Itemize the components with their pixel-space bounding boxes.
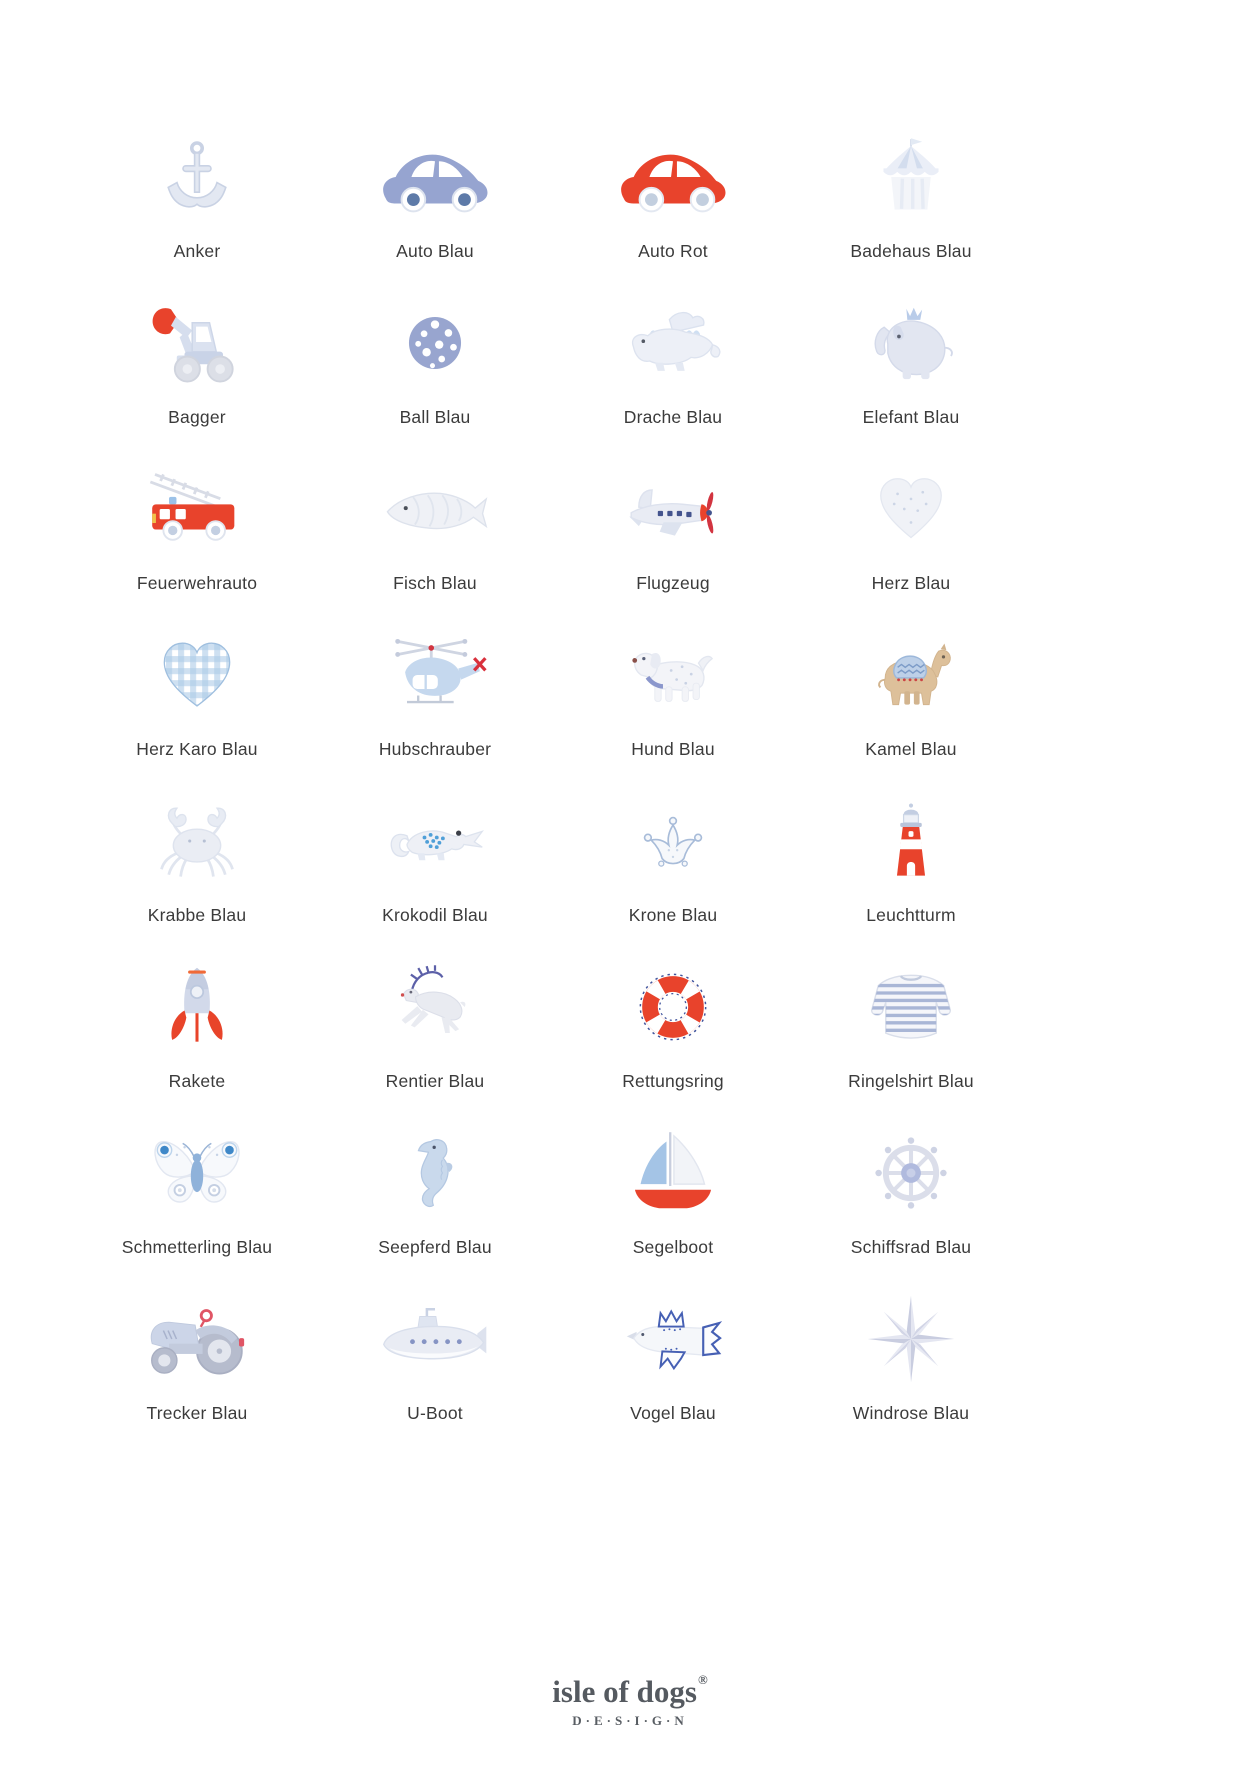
polkadot-ball-icon (316, 278, 554, 409)
motif-cell (78, 444, 316, 610)
motif-cell (792, 610, 1030, 776)
motif-cell (554, 444, 792, 610)
brand-footer (0, 1672, 1260, 1729)
motif-cell (554, 776, 792, 942)
dragon-icon (554, 278, 792, 409)
motif-cell (78, 776, 316, 942)
motif-label: Auto Blau (396, 240, 474, 261)
heart-icon (792, 444, 1030, 575)
motif-label: Flugzeug (636, 572, 710, 593)
motif-label: Windrose Blau (852, 1402, 970, 1423)
motif-label: Krone Blau (628, 904, 718, 925)
motif-label: Anker (173, 240, 221, 261)
tractor-icon (78, 1274, 316, 1405)
motif-label: Leuchtturm (866, 904, 956, 925)
crown-icon (554, 776, 792, 907)
motif-label: Segelboot (632, 1236, 714, 1257)
car-red-icon (554, 112, 792, 243)
gingham-heart-icon (78, 610, 316, 741)
motif-cell (78, 1108, 316, 1274)
registered-trademark-icon: ® (697, 1672, 708, 1687)
motif-label: Krokodil Blau (382, 904, 488, 925)
bird-icon (554, 1274, 792, 1405)
motif-label: Fisch Blau (393, 572, 477, 593)
motif-cell (78, 1274, 316, 1440)
motif-label: Krabbe Blau (147, 904, 247, 925)
motif-cell (316, 1274, 554, 1440)
motif-cell (792, 942, 1030, 1108)
bathhouse-icon (792, 112, 1030, 243)
motif-cell (792, 776, 1030, 942)
ship-wheel-icon (792, 1108, 1030, 1239)
motif-cell (792, 444, 1030, 610)
submarine-icon (316, 1274, 554, 1405)
motif-label: Hubschrauber (378, 738, 492, 759)
motif-cell (316, 610, 554, 776)
motif-cell (554, 1108, 792, 1274)
motif-label: Drache Blau (623, 406, 723, 427)
motif-cell (316, 278, 554, 444)
motif-label: Badehaus Blau (850, 240, 972, 261)
motif-label: Auto Rot (638, 240, 708, 261)
motif-label: Hund Blau (631, 738, 715, 759)
motif-label: Trecker Blau (146, 1402, 248, 1423)
motif-cell (554, 610, 792, 776)
motif-cell (554, 278, 792, 444)
motif-label: Ball Blau (399, 406, 471, 427)
rocket-icon (78, 942, 316, 1073)
motif-label: Herz Karo Blau (136, 738, 258, 759)
motif-cell (316, 112, 554, 278)
motif-label: Schiffsrad Blau (850, 1236, 972, 1257)
motif-label: Rentier Blau (385, 1070, 485, 1091)
fish-icon (316, 444, 554, 575)
motif-label: U-Boot (407, 1402, 463, 1423)
motif-label: Rettungsring (622, 1070, 724, 1091)
reindeer-icon (316, 942, 554, 1073)
seahorse-icon (316, 1108, 554, 1239)
motif-cell (554, 112, 792, 278)
motif-cell (316, 942, 554, 1108)
fire-truck-icon (78, 444, 316, 575)
motif-label: Schmetterling Blau (121, 1236, 273, 1257)
motif-cell (792, 112, 1030, 278)
motif-label: Herz Blau (871, 572, 951, 593)
lighthouse-icon (792, 776, 1030, 907)
motif-cell (78, 112, 316, 278)
motif-label: Seepferd Blau (378, 1236, 492, 1257)
motif-cell (316, 444, 554, 610)
striped-shirt-icon (792, 942, 1030, 1073)
motif-label: Elefant Blau (862, 406, 960, 427)
dog-icon (554, 610, 792, 741)
car-blue-icon (316, 112, 554, 243)
life-ring-icon (554, 942, 792, 1073)
motif-cell (554, 942, 792, 1108)
motif-cell (78, 942, 316, 1108)
motif-cell (792, 1108, 1030, 1274)
airplane-icon (554, 444, 792, 575)
crab-icon (78, 776, 316, 907)
brand-logo-text: isle of dogs (552, 1674, 697, 1709)
sailboat-icon (554, 1108, 792, 1239)
anchor-icon (78, 112, 316, 243)
helicopter-icon (316, 610, 554, 741)
elephant-icon (792, 278, 1030, 409)
camel-icon (792, 610, 1030, 741)
motif-grid (78, 112, 1030, 1440)
motif-cell (78, 278, 316, 444)
motif-cell (554, 1274, 792, 1440)
motif-cell (792, 1274, 1030, 1440)
motif-label: Rakete (168, 1070, 226, 1091)
motif-label: Ringelshirt Blau (848, 1070, 974, 1091)
brand-tagline: D·E·S·I·G·N (572, 1713, 688, 1728)
motif-cell (78, 610, 316, 776)
crocodile-icon (316, 776, 554, 907)
motif-cell (316, 776, 554, 942)
motif-cell (316, 1108, 554, 1274)
motif-label: Vogel Blau (630, 1402, 716, 1423)
excavator-icon (78, 278, 316, 409)
motif-label: Bagger (168, 406, 226, 427)
motif-label: Kamel Blau (865, 738, 957, 759)
motif-cell (792, 278, 1030, 444)
motif-label: Feuerwehrauto (136, 572, 258, 593)
compass-rose-icon (792, 1274, 1030, 1405)
butterfly-icon (78, 1108, 316, 1239)
